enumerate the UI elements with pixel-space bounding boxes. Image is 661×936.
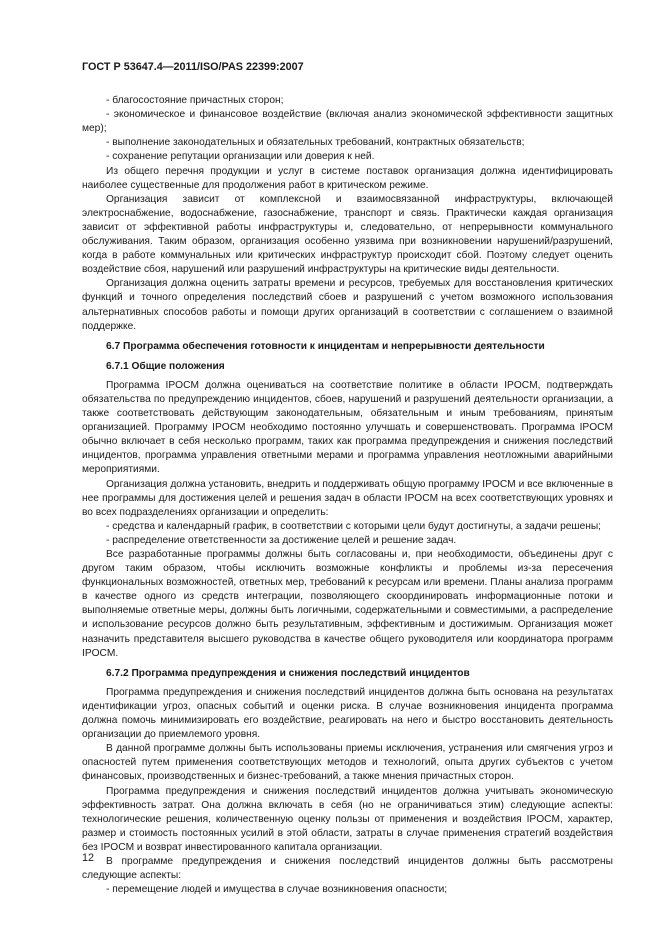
paragraph: Программа предупреждения и снижения последствий инцидентов должна учитывать экономическую эффективность затрат. Она должна включать в себя (но не ограничиваться этим) следующие аспекты: технологические решения, количественную оценку пользы от применения и воздействия IPOCM, характер, размер и стоимость постоянных усилий в этой области, затраты в случае применения стратегий воздействия без IPOCM и возврат инвестированного капитала организации. (82, 785, 613, 853)
section-heading: 6.7 Программа обеспечения готовности к инцидентам и непрерывности деятельности (106, 340, 545, 352)
paragraph: Организация должна установить, внедрить и поддерживать общую программу IPOCM и все включенные в нее программы для достижения целей и решения задач в области IPOCM на всех соответствующих уровнях и во всех подразделениях организации и определить: (82, 478, 613, 518)
page-number: 12 (82, 852, 95, 864)
paragraph: - средства и календарный график, в соответствии с которыми цели будут достигнуты, а задачи решены; (106, 520, 602, 532)
paragraph: Организация зависит от комплексной и взаимосвязанной инфраструктуры, включающей электроснабжение, водоснабжение, газоснабжение, транспорт и связь. Практически каждая организация зависит от эффективной работы инфраструктуры и, следовательно, от непрерывности коммунального обслуживания. Таким образом, организация особенно уязвима при возникновении нарушений/разрушений, когда в работе коммунальных или критических инфраструктур происходит сбой. Поэтому следует оценить воздействие сбоя, нарушений или разрушений инфраструктуры на критические виды деятельности. (82, 193, 613, 276)
page-header: ГОСТ Р 53647.4—2011/ISO/PAS 22399:2007 (82, 61, 304, 73)
paragraph: В программе предупреждения и снижения последствий инцидентов должны быть рассмотрены следующие аспекты: (82, 855, 613, 882)
document-body (82, 94, 613, 897)
paragraph: - благосостояние причастных сторон; (106, 95, 284, 107)
section-heading: 6.7.1 Общие положения (106, 360, 225, 372)
paragraph: - перемещение людей и имущества в случае возникновения опасности; (106, 884, 448, 896)
section-heading: 6.7.2 Программа предупреждения и снижения последствий инцидентов (106, 667, 470, 679)
paragraph: - сохранение репутации организации или доверия к ней. (106, 151, 375, 163)
paragraph: В данной программе должны быть использованы приемы исключения, устранения или смягчения угроз и опасностей путем применения соответствующих методов и технологий, опыта других субъектов с учетом финансовых, производственных и бизнес-требований, а также мнения причастных сторон. (82, 743, 613, 783)
paragraph: Программа IPOCM должна оцениваться на соответствие политике в области IPOCM, подтверждать обязательства по предупреждению инцидентов, сбоев, нарушений и разрушений деятельности организации, а также соответствовать действующим законодательным, обязательным и иным требованиям, принятым организацией. Программу IPOCM необходимо постоянно улучшать и совершенствовать. Программа IPOCM обычно включает в себя несколько программ, таких как программа предупреждения и снижения последствий инцидентов, программа управления ответными мерами и программа управления неотложными аварийными мероприятиями. (82, 379, 613, 476)
paragraph: Организация должна оценить затраты времени и ресурсов, требуемых для восстановления критических функций и точного определения последствий сбоев и разрушений с учетом возможного использования альтернативных способов работы и помощи других организаций в соответствии с соглашением о взаимной поддержке. (82, 278, 613, 332)
paragraph: Все разработанные программы должны быть согласованы и, при необходимости, объединены друг с другом таким образом, чтобы исключить возможные конфликты и проблемы из-за пересечения функциональных возможностей, ответных мер, требований к ресурсам или времени. Планы анализа программ в качестве одного из средств интеграции, позволяющего скоординировать информационные потоки и выполняемые ответные меры, должны быть логичными, содержательными и совместимыми, а распределение и использование ресурсов должно быть результативным, эффективным и достижимым. Организация может назначить представителя высшего руководства в качестве общего руководителя или координатора программ IPOCM. (82, 549, 613, 659)
paragraph: - экономическое и финансовое воздействие (включая анализ экономической эффективности защитных мер); (82, 109, 613, 135)
paragraph: Из общего перечня продукции и услуг в системе поставок организация должна идентифицировать наиболее существенные для продолжения работ в критическом режиме. (82, 165, 613, 191)
paragraph: - выполнение законодательных и обязательных требований, контрактных обязательств; (106, 137, 525, 149)
paragraph: Программа предупреждения и снижения последствий инцидентов должна быть основана на результатах идентификации угроз, опасных событий и оценки риска. В случае возникновения инцидента программа должна помочь минимизировать его воздействие, реагировать на него и быстро восстановить деятельность организации до приемлемого уровня. (82, 686, 613, 741)
paragraph: - распределение ответственности за достижение целей и решение задач. (106, 534, 457, 546)
